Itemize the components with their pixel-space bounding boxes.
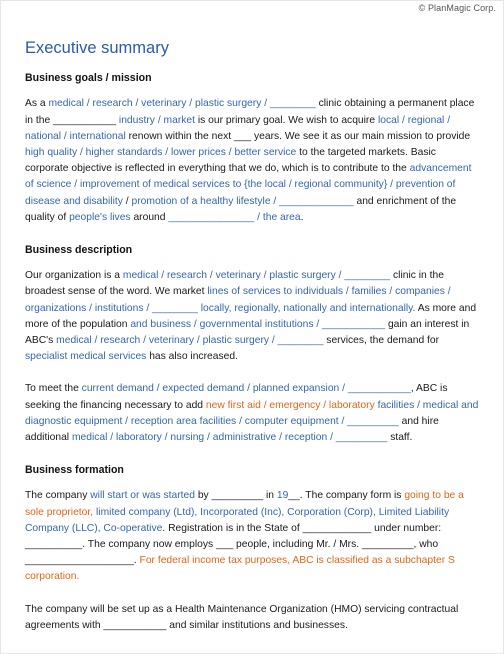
placeholder-option-text: industry / market <box>118 114 196 126</box>
placeholder-option-text: medical / research / veterinary / plastic surgery / ________ <box>48 98 316 110</box>
paragraph <box>25 268 480 365</box>
placeholder-option-text: people's lives <box>69 211 131 223</box>
body-text: As more and more of the population <box>25 302 477 330</box>
body-text: Our organization is a <box>25 270 123 282</box>
placeholder-option-text: _______________ / the area <box>168 211 301 223</box>
body-text: services, the demand for <box>323 335 440 347</box>
body-text: clinic in the broadest sense of the word. We market <box>25 270 444 298</box>
body-text: and enrichment of the quality of <box>25 195 457 223</box>
body-text: gain an interest in ABC's <box>25 318 470 347</box>
body-text: staff. <box>387 432 413 444</box>
paragraph <box>25 96 480 226</box>
placeholder-option-text: high quality / higher standards / lower prices / better service <box>25 147 297 159</box>
body-text: is our primary goal. We wish to acquire <box>195 114 378 126</box>
body-text: __. The company form is <box>288 490 405 502</box>
body-text: . Registration is in the State of ____________ under number: __________. The company now employs ___ people, including Mr. / Mrs. _________, who ___________________. <box>25 522 442 567</box>
body-text: around <box>130 211 169 223</box>
placeholder-option-text: 19 <box>276 490 289 502</box>
highlighted-option-text: new first aid / emergency / laboratory <box>205 399 375 411</box>
section-business-description <box>25 242 480 446</box>
placeholder-option-text: specialist medical services <box>25 351 147 363</box>
body-text: clinic obtaining a permanent place in the ___________ <box>25 98 475 126</box>
body-text: and hire additional <box>25 415 439 444</box>
body-text: by _________ in <box>194 490 277 502</box>
placeholder-option-text: medical / research / veterinary / plastic surgery / ________ <box>122 270 391 282</box>
section-heading: Business formation <box>25 464 124 477</box>
body-text: has also increased. <box>146 351 238 363</box>
copyright-notice: © PlanMagic Corp. <box>418 3 496 13</box>
placeholder-option-text: medical / laboratory / nursing / administrative / reception / _________ <box>71 432 388 444</box>
placeholder-option-text: current demand / expected demand / planned expansion / ___________ <box>81 383 411 395</box>
placeholder-option-text: lines of services to individuals / families / companies / organizations / institutions / ________ <box>25 286 451 314</box>
body-text: renown within the next ___ years. We see it as our main mission to provide <box>125 130 471 142</box>
body-text: to the targeted markets. Basic corporate objective is reflected in everything that we do, which is to contribute to the <box>25 147 436 175</box>
placeholder-option-text: advancement of science / improvement of medical services to {the local / regional community} / prevention of disease and disability <box>25 163 472 207</box>
highlighted-option-text: going to be a sole proprietor, <box>25 490 464 518</box>
placeholder-option-text: limited company (Ltd), Incorporated (Inc), Corporation (Corp), Limited Liability Company (LLC), Co-operative <box>25 506 450 534</box>
placeholder-option-text: locally, regionally, nationally and internationally. <box>197 302 416 314</box>
section-business-formation <box>25 462 480 634</box>
document-body <box>25 40 480 650</box>
section-heading: Business description <box>25 244 133 257</box>
body-text: To meet the <box>25 383 82 395</box>
placeholder-option-text: facilities / medical and diagnostic equipment / reception area facilities / computer equipment / _________ <box>25 399 479 427</box>
highlighted-option-text: For federal income tax purposes, ABC is classified as a subchapter S corporation. <box>25 555 455 583</box>
paragraph <box>25 602 480 634</box>
body-text: , ABC is seeking the financing necessary to add <box>25 383 448 411</box>
body-text: / <box>122 195 132 207</box>
placeholder-option-text: local / regional / national / international <box>25 114 451 142</box>
placeholder-option-text: will start or was started <box>90 490 195 502</box>
paragraph <box>25 488 480 585</box>
placeholder-option-text: promotion of a healthy lifestyle / _____________ <box>131 195 354 207</box>
placeholder-option-text: and business / governmental institutions / ___________ <box>130 318 386 330</box>
sections-container <box>25 70 480 634</box>
paragraph <box>25 381 480 446</box>
page-title: Executive summary <box>25 39 169 57</box>
body-text: The company will be set up as a Health Maintenance Organization (HMO) servicing contractual agreements with ___________ and similar institutions and businesses. <box>25 603 459 631</box>
section-heading: Business goals / mission <box>25 72 152 85</box>
body-text: As a <box>25 98 49 110</box>
section-business-goals-mission <box>25 70 480 226</box>
placeholder-option-text: medical / research / veterinary / plastic surgery / ________ <box>56 335 324 347</box>
body-text: The company <box>25 490 91 502</box>
body-text: . <box>300 211 304 223</box>
